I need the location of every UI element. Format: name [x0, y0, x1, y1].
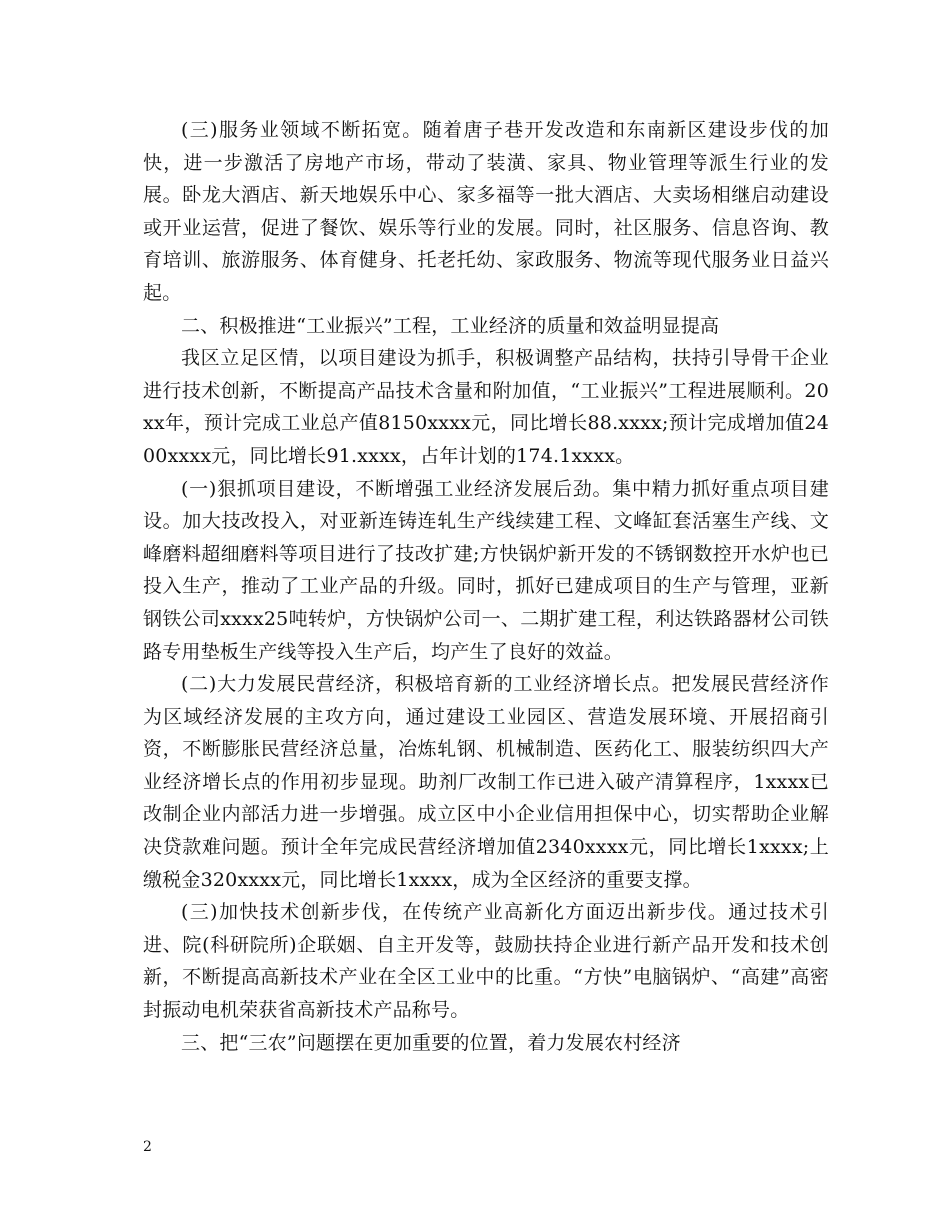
- document-body: [143, 114, 829, 1059]
- section-heading-industrial-revival: 二、积极推进“工业振兴”工程，工业经济的质量和效益明显提高: [181, 314, 720, 337]
- paragraph-industrial-overview: 我区立足区情，以项目建设为抓手，积极调整产品结构，扶持引导骨干企业进行技术创新，不断提高产品技术含量和附加值，“工业振兴”工程进展顺利。20xx年，预计完成工业总产值8150xxxx元，同比增长88.xxxx;预计完成增加值2400xxxx元，同比增长91.xxxx，占年计划的174.1xxxx。: [143, 347, 829, 467]
- paragraph-private-economy: (二)大力发展民营经济，积极培育新的工业经济增长点。把发展民营经济作为区域经济发展的主攻方向，通过建设工业园区、营造发展环境、开展招商引资，不断膨胀民营经济总量，冶炼轧钢、机械制造、医药化工、服装纺织四大产业经济增长点的作用初步显现。助剂厂改制工作已进入破产清算程序，1xxxx已改制企业内部活力进一步增强。成立区中小企业信用担保中心，切实帮助企业解决贷款难问题。预计全年完成民营经济增加值2340xxxx元，同比增长1xxxx;上缴税金320xxxx元，同比增长1xxxx，成为全区经济的重要支撑。: [143, 673, 829, 891]
- paragraph-technology-innovation: (三)加快技术创新步伐，在传统产业高新化方面迈出新步伐。通过技术引进、院(科研院所)企联姻、自主开发等，鼓励扶持企业进行新产品开发和技术创新，不断提高高新技术产业在全区工业中的比重。“方快”电脑锅炉、“高建”高密封振动电机荣获省高新技术产品称号。: [143, 901, 829, 1022]
- page-number: 2: [143, 1139, 152, 1155]
- paragraph-service-industry: (三)服务业领域不断拓宽。随着唐子巷开发改造和东南新区建设步伐的加快，进一步激活了房地产市场，带动了装潢、家具、物业管理等派生行业的发展。卧龙大酒店、新天地娱乐中心、家多福等一批大酒店、大卖场相继启动建设或开业运营，促进了餐饮、娱乐等行业的发展。同时，社区服务、信息咨询、教育培训、旅游服务、体育健身、托老托幼、家政服务、物流等现代服务业日益兴起。: [143, 119, 829, 304]
- section-heading-agriculture: 三、把“三农”问题摆在更加重要的位置，着力发展农村经济: [181, 1031, 681, 1054]
- paragraph-project-construction: (一)狠抓项目建设，不断增强工业经济发展后劲。集中精力抓好重点项目建设。加大技改投入，对亚新连铸连轧生产线续建工程、文峰缸套活塞生产线、文峰磨料超细磨料等项目进行了技改扩建;方快锅炉新开发的不锈钢数控开水炉也已投入生产，推动了工业产品的升级。同时，抓好已建成项目的生产与管理，亚新钢铁公司xxxx25吨转炉，方快锅炉公司一、二期扩建工程，利达铁路器材公司铁路专用垫板生产线等投入生产后，均产生了良好的效益。: [143, 477, 829, 663]
